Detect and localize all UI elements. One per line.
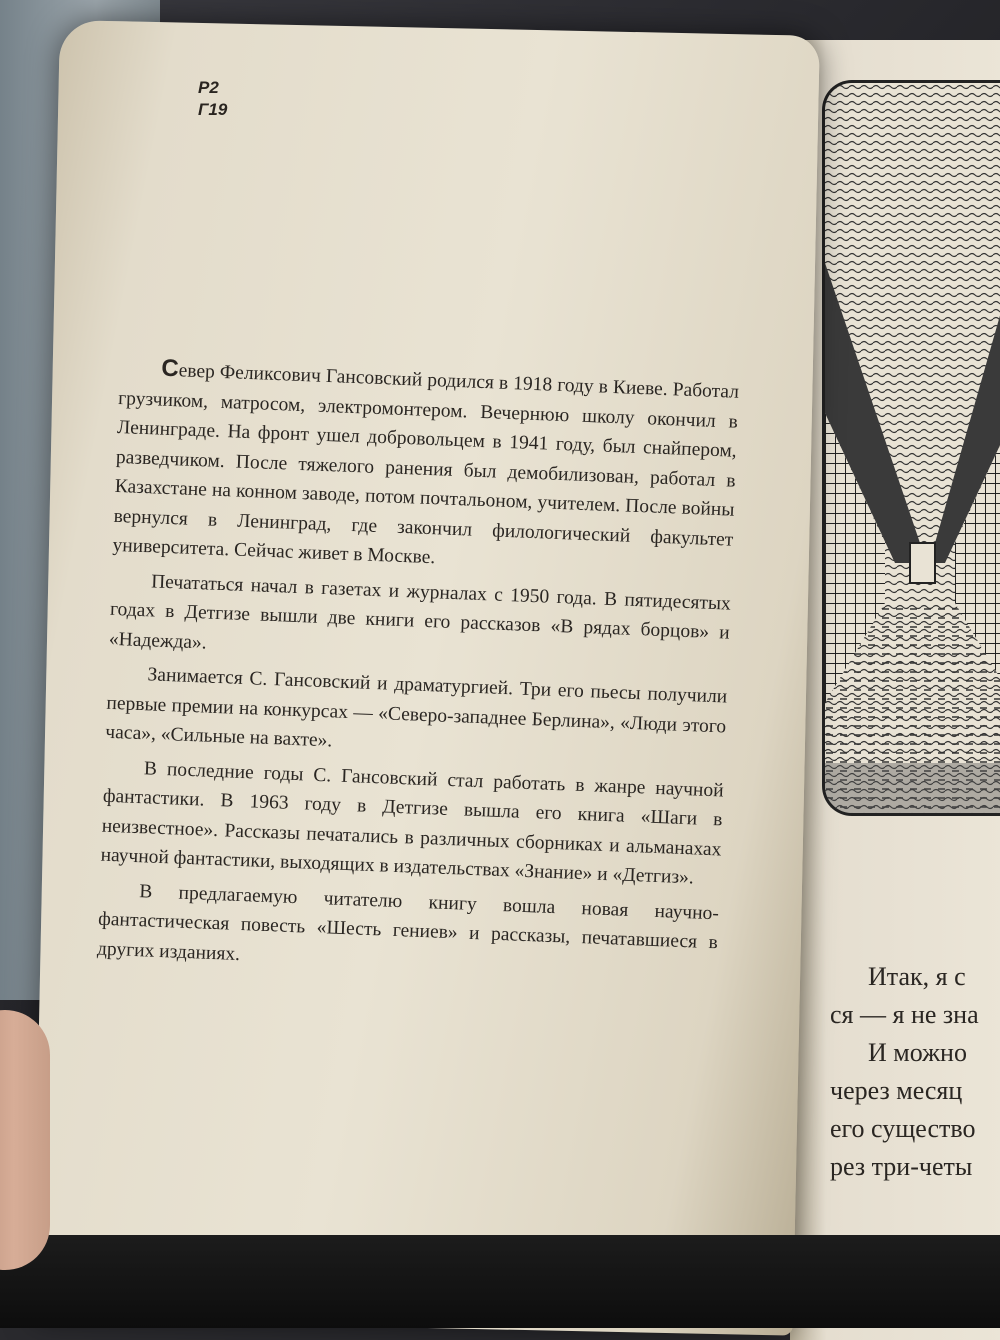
classification-code: Р2	[198, 78, 219, 97]
right-page-text	[830, 958, 979, 1186]
text-line: ся — я не зна	[830, 1000, 979, 1029]
book-illustration	[822, 80, 1000, 816]
author-mark: Г19	[198, 100, 228, 119]
text-line: его существо	[830, 1114, 976, 1143]
book-cover-edge	[0, 1235, 1000, 1328]
bio-paragraph: В последние годы С. Гансовский стал работать в жанре научной фантастики. В 1963 году в Детгизе вышла его книга «Шаги в неизвестное». Рассказы печатались в различных сборниках и альманахах научной фантастики, выходящих в издательствах «Знание» и «Детгиз».	[100, 757, 725, 889]
text-line: И можно	[868, 1038, 967, 1067]
bio-paragraph	[112, 352, 740, 584]
dropcap: С	[160, 354, 180, 383]
text-line: Итак, я с	[868, 962, 966, 991]
bio-paragraph: Печататься начал в газетах и журналах с 1950 года. В пятидесятых годах в Детгизе вышли две книги его рассказов «В рядах борцов» и «Надежда».	[108, 570, 732, 654]
text-line: рез три-четы	[830, 1152, 973, 1181]
bio-paragraph: В предлагаемую читателю книгу вошла новая научно-фантастическая повесть «Шесть гениев» и рассказы, печатавшиеся в других изданиях.	[96, 880, 720, 965]
text-line: через месяц	[830, 1076, 963, 1105]
author-biography	[96, 352, 739, 992]
finger	[0, 1010, 50, 1270]
bio-paragraph-text: евер Феликсович Гансовский родился в 1918 году в Киеве. Работал грузчиком, матросом, электромонтером. Вечернюю школу окончил в Ленинграде. На фронт ушел добровольцем в 1941 году, был снайпером, разведчиком. После тяжелого ранения был демобилизован, работал в Казахстане на конном заводе, потом почтальоном, учителем. После войны вернулся в Ленинград, где закончил филологический факультет университета. Сейчас живет в Москве.	[112, 360, 740, 569]
bio-paragraph: Занимается С. Гансовский и драматургией. Три его пьесы получили первые премии на конкурсах — «Северо-западнее Берлина», «Люди этого часа», «Сильные на вахте».	[104, 664, 728, 752]
